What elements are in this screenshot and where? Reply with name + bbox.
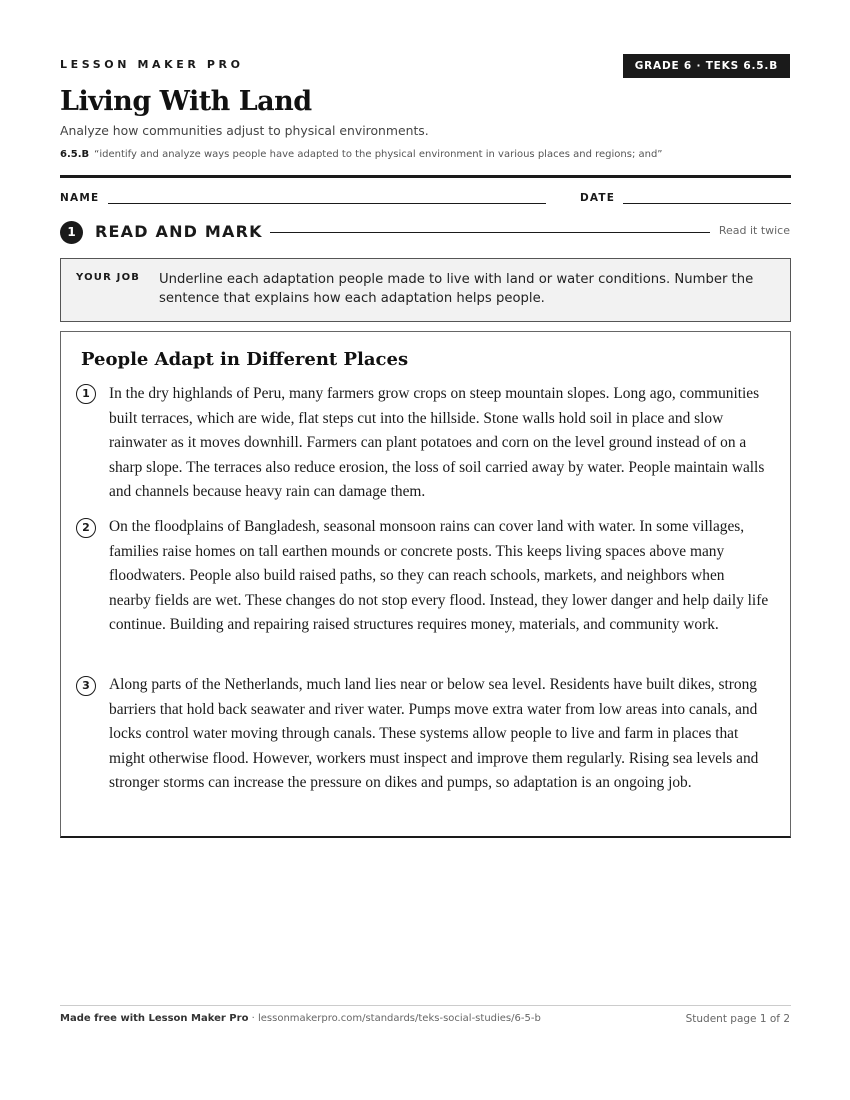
standard-text: “identify and analyze ways people have adapted to the physical environment in various places and regions; and” — [94, 149, 663, 160]
footer-made-with: Made free with Lesson Maker Pro — [60, 1013, 249, 1024]
footer-separator: · — [248, 1013, 258, 1024]
date-label: DATE — [580, 192, 616, 204]
reading-title: People Adapt in Different Places — [81, 349, 409, 370]
header-divider — [60, 175, 791, 178]
your-job-box — [60, 258, 791, 322]
your-job-label: YOUR JOB — [76, 272, 141, 283]
paragraph-number-3: 3 — [76, 676, 96, 696]
section-title: READ AND MARK — [95, 222, 263, 241]
grade-badge: GRADE 6 · TEKS 6.5.B — [623, 54, 790, 78]
section-hint: Read it twice — [718, 224, 790, 237]
section-divider — [270, 232, 710, 233]
standard-code: 6.5.B — [60, 149, 90, 160]
paragraph-3: Along parts of the Netherlands, much land lies near or below sea level. Residents have built dikes, strong barriers that hold back seawater and river water. Pumps move extra water from low areas into canals, and locks control water moving through canals. These systems allow people to live and farm in places that might otherwise flood. However, workers must inspect and improve them regularly. Rising sea levels and stronger storms can increase the pressure on dikes and pumps, so adaptation is an ongoing job. — [109, 676, 759, 792]
paragraph-number-2: 2 — [76, 518, 96, 538]
your-job-text: Underline each adaptation people made to live with land or water conditions. Number the sentence that explains how each adaptation helps people. — [159, 272, 754, 306]
standard-line — [60, 149, 662, 160]
paragraph-1: In the dry highlands of Peru, many farmers grow crops on steep mountain slopes. Long ago, communities built terraces, which are wide, flat steps cut into the hillside. Stone walls hold soil in place and slow rainwater as it moves downhill. Farmers can plant potatoes and corn on the level ground instead of on a sharp slope. The terraces also reduce erosion, the loss of soil carried away by water. People maintain walls and channels because heavy rain can damage them. — [109, 385, 765, 501]
section-number-badge: 1 — [60, 221, 83, 244]
footer-url-link[interactable]: lessonmakerpro.com/standards/teks-social-studies/6-5-b — [257, 1013, 541, 1024]
reading-passage — [60, 331, 791, 838]
brand-name: LESSON MAKER PRO — [60, 58, 244, 71]
name-label: NAME — [60, 192, 100, 204]
footer-divider — [60, 1005, 791, 1006]
name-field[interactable] — [108, 203, 546, 204]
page-title: Living With Land — [60, 86, 312, 117]
paragraph-number-1: 1 — [76, 384, 96, 404]
page-subtitle: Analyze how communities adjust to physical environments. — [60, 123, 429, 138]
paragraph-2: On the floodplains of Bangladesh, seasonal monsoon rains can cover land with water. In some villages, families raise homes on tall earthen mounds or concrete posts. This keeps living spaces above many floodwaters. People also build raised paths, so they can reach schools, markets, and neighbors when nearby fields are wet. These changes do not stop every flood. Instead, they lower danger and help daily life continue. Building and repairing raised structures requires money, materials, and community work. — [109, 518, 769, 634]
date-field[interactable] — [623, 203, 791, 204]
footer-credit — [60, 1013, 541, 1024]
footer-page-number: Student page 1 of 2 — [685, 1013, 790, 1025]
